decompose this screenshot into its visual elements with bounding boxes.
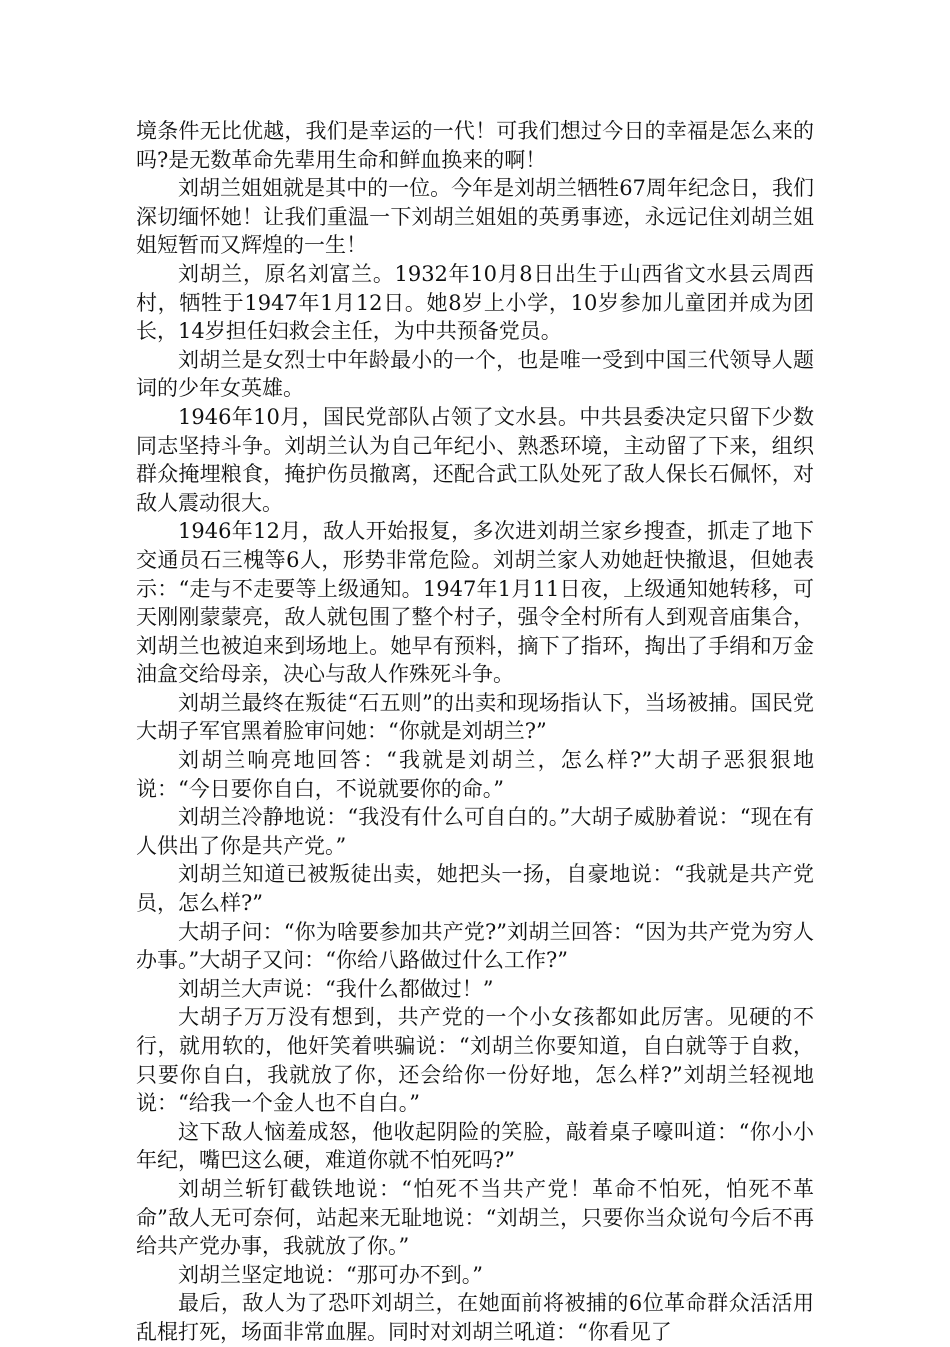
- paragraph: 刘胡兰坚定地说：“那可办不到。”: [178, 1262, 483, 1287]
- paragraph: 1946年12月，敌人开始报复，多次进刘胡兰家乡搜查，抓走了地下交通员石三槐等6人，形势非常危险。刘胡兰家人劝她赶快撤退，但她表示：“走与不走要等上级通知。1947年1月11日夜，上级通知她转移，可天刚刚蒙蒙亮，敌人就包围了整个村子，强令全村所有人到观音庙集合，刘胡兰也被迫来到场地上。她早有预料，摘下了指环，掏出了手绢和万金油盒交给母亲，决心与敌人作殊死斗争。: [136, 519, 814, 687]
- paragraph: 刘胡兰姐姐就是其中的一位。今年是刘胡兰牺牲67周年纪念日，我们深切缅怀她！让我们重温一下刘胡兰姐姐的英勇事迹，永远记住刘胡兰姐姐短暂而又辉煌的一生！: [136, 176, 814, 258]
- paragraph: 大胡子问：“你为啥要参加共产党?”刘胡兰回答：“因为共产党为穷人办事。”大胡子又问：“你给八路做过什么工作?”: [136, 919, 814, 973]
- paragraph: 刘胡兰响亮地回答：“我就是刘胡兰，怎么样?”大胡子恶狠狠地说：“今日要你自白，不说就要你的命。”: [136, 748, 814, 801]
- paragraph: 刘胡兰冷静地说：“我没有什么可自白的。”大胡子威胁着说：“现在有人供出了你是共产党。”: [136, 805, 814, 858]
- document-body: [136, 117, 814, 1347]
- paragraph: 刘胡兰，原名刘富兰。1932年10月8日出生于山西省文水县云周西村，牺牲于1947年1月12日。她8岁上小学，10岁参加儿童团并成为团长，14岁担任妇救会主任，为中共预备党员。: [136, 261, 814, 344]
- paragraph: 大胡子万万没有想到，共产党的一个小女孩都如此厉害。见硬的不行，就用软的，他奸笑着哄骗说：“刘胡兰你要知道，自白就等于自救，只要你自白，我就放了你，还会给你一份好地，怎么样?”刘胡兰轻视地说：“给我一个金人也不自白。”: [136, 1005, 814, 1116]
- paragraph: 刘胡兰斩钉截铁地说：“怕死不当共产党！革命不怕死，怕死不革命”敌人无可奈何，站起来无耻地说：“刘胡兰，只要你当众说句今后不再给共产党办事，我就放了你。”: [136, 1176, 814, 1259]
- paragraph: 最后，敌人为了恐吓刘胡兰，在她面前将被捕的6位革命群众活活用乱棍打死，场面非常血腥。同时对刘胡兰吼道：“你看见了: [136, 1291, 814, 1344]
- paragraph: 1946年10月，国民党部队占领了文水县。中共县委决定只留下少数同志坚持斗争。刘胡兰认为自己年纪小、熟悉环境，主动留了下来，组织群众掩埋粮食，掩护伤员撤离，还配合武工队处死了敌人保长石佩怀，对敌人震动很大。: [136, 404, 814, 515]
- paragraph: 刘胡兰知道已被叛徒出卖，她把头一扬，自豪地说：“我就是共产党员，怎么样?”: [136, 862, 814, 916]
- paragraph: 刘胡兰最终在叛徒“石五则”的出卖和现场指认下，当场被捕。国民党大胡子军官黑着脸审问她：“你就是刘胡兰?”: [136, 690, 814, 744]
- paragraph: 这下敌人恼羞成怒，他收起阴险的笑脸，敲着桌子嚎叫道：“你小小年纪，嘴巴这么硬，难道你就不怕死吗?”: [136, 1119, 814, 1173]
- paragraph: 刘胡兰是女烈士中年龄最小的一个，也是唯一受到中国三代领导人题词的少年女英雄。: [136, 347, 814, 401]
- paragraph: 境条件无比优越，我们是幸运的一代！可我们想过今日的幸福是怎么来的吗?是无数革命先辈用生命和鲜血换来的啊！: [136, 119, 814, 172]
- paragraph: 刘胡兰大声说：“我什么都做过！”: [178, 976, 494, 1001]
